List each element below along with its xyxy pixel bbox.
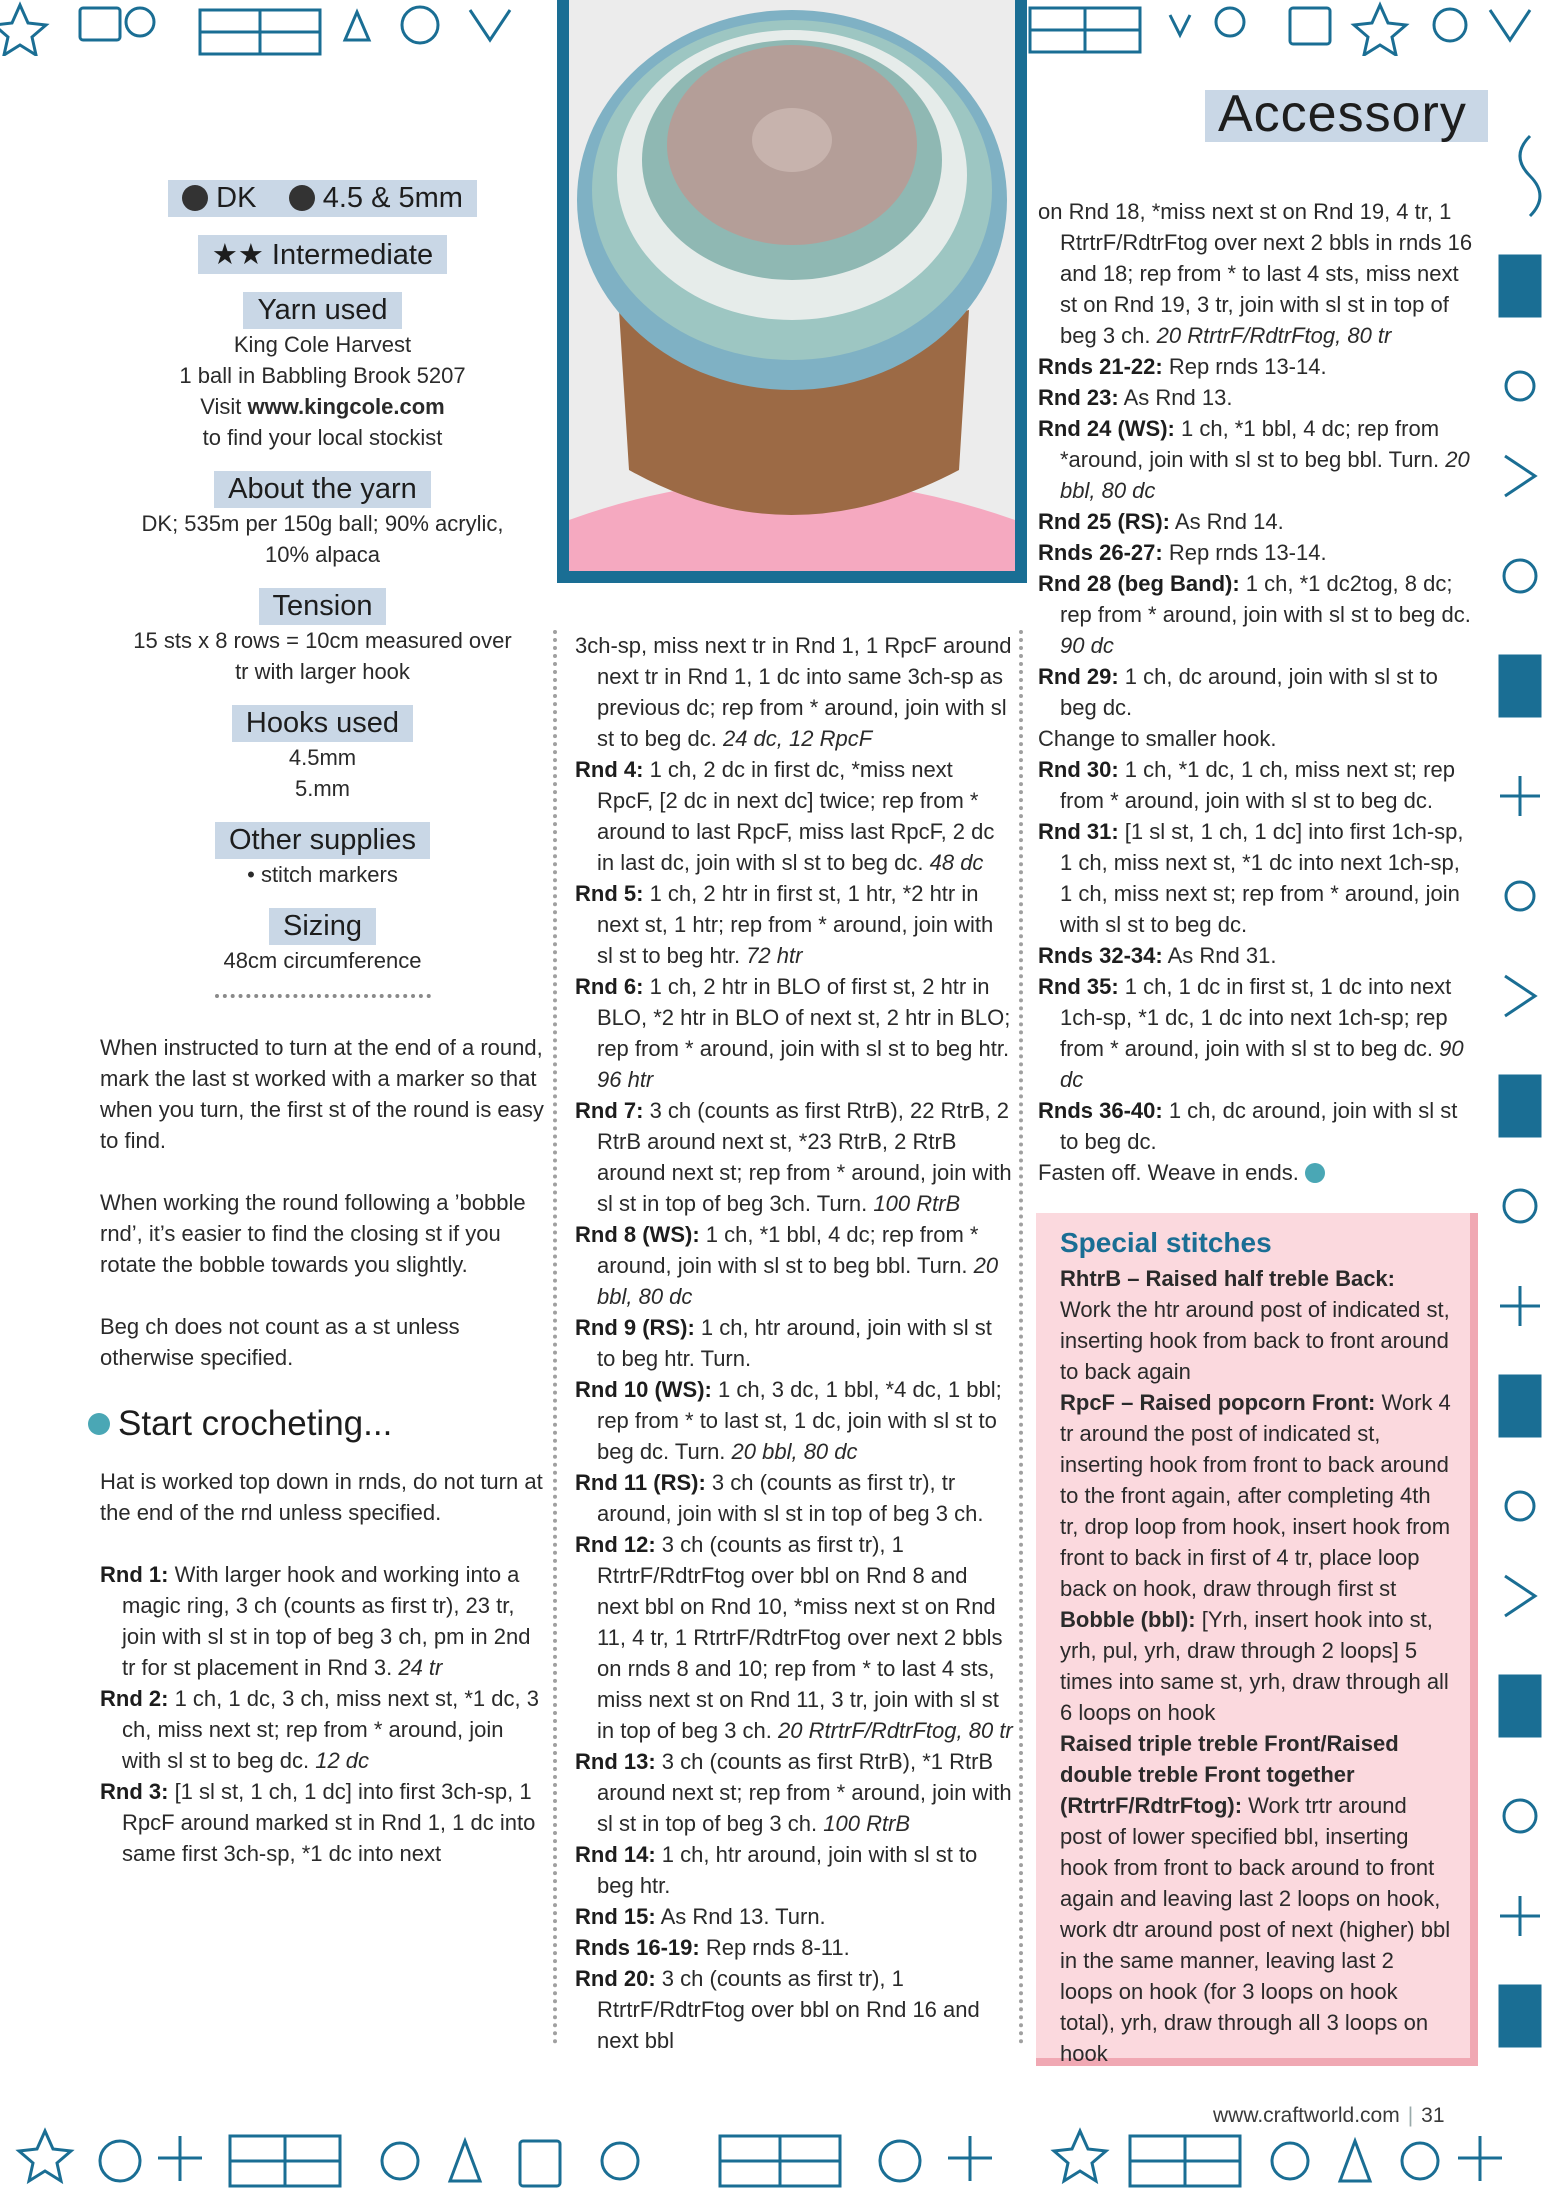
round-instruction: Rnd 10 (WS): 1 ch, 3 dc, 1 bbl, *4 dc, 1 bbl; rep from * to last st, 1 dc, join with sl st to beg dc. Turn. 20 bbl, 80 dc bbox=[575, 1377, 1002, 1464]
round-instruction: Rnd 30: 1 ch, *1 dc, 1 ch, miss next st; rep from * around, join with sl st to beg dc. bbox=[1038, 757, 1455, 813]
round-instruction: Rnd 12: 3 ch (counts as first tr), 1 RtrtrF/RdtrFtog over bbl on Rnd 8 and next bbl on Rnd 10, *miss next st on Rnd 11, 4 tr, 1 RtrtrF/RdtrFtog over next 2 bbls on rnds 8 and 10; rep from * to last 4 sts, miss next st on Rnd 11, 3 tr, join with sl st in top of beg 3 ch. 20 RtrtrF/RdtrFtog, 80 tr bbox=[575, 1532, 1013, 1743]
round-instruction: Rnds 36-40: 1 ch, dc around, join with sl st to beg dc. bbox=[1038, 1098, 1458, 1154]
visit-prefix: Visit bbox=[200, 394, 248, 419]
about-yarn-line1: DK; 535m per 150g ball; 90% acrylic, bbox=[141, 511, 504, 536]
yarn-name: King Cole Harvest bbox=[233, 332, 412, 357]
special-stitches-heading: Special stitches bbox=[1060, 1227, 1272, 1258]
special-stitch: RpcF – Raised popcorn Front: Work 4 tr around the post of indicated st, inserting hook from front to back around to the front again, after completing 4th tr, drop loop from hook, insert hook from front to back in first of 4 tr, place loop back on hook, draw through first st bbox=[1060, 1390, 1451, 1601]
rnd-1: Rnd 1: With larger hook and working into a magic ring, 3 ch (counts as first tr), 23 tr, join with sl st in top of beg 3 ch, pm in 2nd tr for st placement in Rnd 3. 24 tr bbox=[100, 1562, 531, 1680]
footer-separator: | bbox=[1407, 2104, 1414, 2127]
fasten-off: Fasten off. Weave in ends. bbox=[1038, 1157, 1478, 1188]
round-instruction: Rnd 14: 1 ch, htr around, join with sl st to beg htr. bbox=[575, 1842, 978, 1898]
special-stitch: Raised triple treble Front/Raised double treble Front together (RtrtrF/RdtrFtog): Work trtr around post of lower specified bbl, inserting hook from front to back around to front again and leaving last 2 loops on hook, work dtr around post of next (higher) bbl in the same manner, leaving last 2 loops on hook (for 3 loops on hook total), yrh, draw through all 3 loops on hook bbox=[1060, 1731, 1451, 2066]
hat-photo bbox=[569, 0, 1015, 571]
yarn-visit bbox=[100, 391, 545, 422]
round-instruction: 3ch-sp, miss next tr in Rnd 1, 1 RpcF around next tr in Rnd 1, 1 dc into same 3ch-sp as previous dc; rep from * around, join with sl st to beg dc. 24 dc, 12 RpcF bbox=[575, 633, 1012, 751]
round-instruction: Change to smaller hook. bbox=[1038, 726, 1277, 751]
round-instruction: Rnd 23: As Rnd 13. bbox=[1038, 385, 1233, 410]
hook-size-2: 5.mm bbox=[295, 776, 350, 801]
tension-heading: Tension bbox=[259, 588, 387, 625]
about-yarn-heading: About the yarn bbox=[214, 471, 431, 508]
page-footer bbox=[1213, 2104, 1445, 2128]
yarn-weight: DK bbox=[216, 182, 257, 214]
about-yarn-line2: 10% alpaca bbox=[265, 542, 380, 567]
start-heading bbox=[88, 1404, 545, 1444]
hooks-heading: Hooks used bbox=[232, 705, 413, 742]
round-instruction: on Rnd 18, *miss next st on Rnd 19, 4 tr, 1 RtrtrF/RdtrFtog over next 2 bbls in rnds 16 and 18; rep from * to last 4 sts, miss next st on Rnd 19, 3 tr, join with sl st in top of beg 3 ch. 20 RtrtrF/RdtrFtog, 80 tr bbox=[1038, 199, 1473, 348]
sizing-heading: Sizing bbox=[269, 908, 376, 945]
sizing-line1: 48cm circumference bbox=[223, 948, 422, 973]
festive-border-right bbox=[1490, 56, 1550, 2126]
rnd-3: Rnd 3: [1 sl st, 1 ch, 1 dc] into first 3ch-sp, 1 RpcF around marked st in Rnd 1, 1 dc into same first 3ch-sp, *1 dc into next bbox=[100, 1779, 536, 1866]
round-instruction: Rnd 6: 1 ch, 2 htr in BLO of first st, 2 htr in BLO, *2 htr in BLO of next st, 2 htr in BLO; rep from * around, join with sl st to beg htr. 96 htr bbox=[575, 974, 1011, 1092]
round-instruction: Rnds 32-34: As Rnd 31. bbox=[1038, 943, 1277, 968]
intro-text: Hat is worked top down in rnds, do not turn at the end of the rnd unless specified. bbox=[100, 1469, 543, 1525]
start-heading-text: Start crocheting... bbox=[118, 1404, 393, 1443]
turn-note: When instructed to turn at the end of a round, mark the last st worked with a marker so that when you turn, the first st of the round is easy to find. bbox=[100, 1035, 544, 1153]
middle-column bbox=[553, 630, 1023, 2053]
round-instruction: Rnds 16-19: Rep rnds 8-11. bbox=[575, 1935, 850, 1960]
round-instruction: Rnd 15: As Rnd 13. Turn. bbox=[575, 1904, 826, 1929]
right-column bbox=[1038, 196, 1478, 1188]
round-instruction: Rnd 29: 1 ch, dc around, join with sl st to beg dc. bbox=[1038, 664, 1438, 720]
round-instruction: Rnd 28 (beg Band): 1 ch, *1 dc2tog, 8 dc; rep from * around, join with sl st to beg dc. 90 dc bbox=[1038, 571, 1471, 658]
yarn-ball-icon bbox=[88, 1413, 110, 1435]
round-instruction: Rnd 8 (WS): 1 ch, *1 bbl, 4 dc; rep from * around, join with sl st to beg bbl. Turn. 20 bbl, 80 dc bbox=[575, 1222, 999, 1309]
round-instruction: Rnd 5: 1 ch, 2 htr in first st, 1 htr, *2 htr in next st, 1 htr; rep from * around, join with sl st to beg htr. 72 htr bbox=[575, 881, 994, 968]
round-instruction: Rnd 20: 3 ch (counts as first tr), 1 RtrtrF/RdtrFtog over bbl on Rnd 16 and next bbl bbox=[575, 1966, 980, 2053]
yarn-ball-icon bbox=[182, 185, 208, 211]
yarn-used-heading: Yarn used bbox=[243, 292, 401, 329]
round-instruction: Rnds 21-22: Rep rnds 13-14. bbox=[1038, 354, 1327, 379]
skill-level: ★★ Intermediate bbox=[198, 235, 447, 274]
round-instruction: Rnd 4: 1 ch, 2 dc in first dc, *miss next RpcF, [2 dc in next dc] twice; rep from * around to last RpcF, miss last RpcF, 2 dc in last dc, join with sl st to beg dc. 48 dc bbox=[575, 757, 995, 875]
hook-icon bbox=[289, 185, 315, 211]
round-instruction: Rnd 11 (RS): 3 ch (counts as first tr), tr around, join with sl st in top of beg 3 ch. bbox=[575, 1470, 984, 1526]
page-number: 31 bbox=[1421, 2104, 1445, 2127]
round-instruction: Rnd 25 (RS): As Rnd 14. bbox=[1038, 509, 1284, 534]
stockist-link[interactable]: www.kingcole.com bbox=[247, 394, 445, 419]
supplies-line1: • stitch markers bbox=[247, 862, 398, 887]
festive-border-bottom bbox=[0, 2126, 1550, 2191]
round-instruction: Rnd 31: [1 sl st, 1 ch, 1 dc] into first 1ch-sp, 1 ch, miss next st, *1 dc into next 1ch-sp, 1 ch, miss next st; rep from * around, join with sl st to beg dc. bbox=[1038, 819, 1464, 937]
round-instruction: Rnd 24 (WS): 1 ch, *1 bbl, 4 dc; rep from *around, join with sl st to beg bbl. Turn. 20 bbl, 80 dc bbox=[1038, 416, 1470, 503]
left-column bbox=[100, 180, 545, 1869]
beg-ch-note: Beg ch does not count as a st unless otherwise specified. bbox=[100, 1314, 460, 1370]
hook-size-1: 4.5mm bbox=[288, 745, 357, 770]
rnd-2: Rnd 2: 1 ch, 1 dc, 3 ch, miss next st, *1 dc, 3 ch, miss next st; rep from * around, join with sl st to beg dc. 12 dc bbox=[100, 1686, 539, 1773]
tension-line2: tr with larger hook bbox=[235, 659, 410, 684]
round-instruction: Rnd 7: 3 ch (counts as first RtrB), 22 RtrB, 2 RtrB around next st, *23 RtrB, 2 RtrB around next st; rep from * around, join with sl st in top of beg 3ch. Turn. 100 RtrB bbox=[575, 1098, 1012, 1216]
round-instruction: Rnd 9 (RS): 1 ch, htr around, join with sl st to beg htr. Turn. bbox=[575, 1315, 992, 1371]
yarn-color: 1 ball in Babbling Brook 5207 bbox=[179, 363, 466, 388]
yarn-weight-hook-box bbox=[168, 180, 477, 217]
round-instruction: Rnd 35: 1 ch, 1 dc in first st, 1 dc into next 1ch-sp, *1 dc, 1 dc into next 1ch-sp; rep from * around, join with sl st to beg dc. 90 dc bbox=[1038, 974, 1464, 1092]
bobble-note: When working the round following a ’bobble rnd’, it’s easier to find the closing st if you rotate the bobble towards you slightly. bbox=[100, 1190, 526, 1277]
special-stitch: RhtrB – Raised half treble Back: Work the htr around post of indicated st, inserting hook from back to front around to back again bbox=[1060, 1266, 1450, 1384]
supplies-heading: Other supplies bbox=[215, 822, 430, 859]
stockist-note: to find your local stockist bbox=[202, 425, 443, 450]
yarn-ball-icon bbox=[1305, 1163, 1325, 1183]
section-title: Accessory bbox=[1218, 85, 1467, 143]
round-instruction: Rnds 26-27: Rep rnds 13-14. bbox=[1038, 540, 1327, 565]
round-instruction: Rnd 13: 3 ch (counts as first RtrB), *1 RtrB around next st; rep from * around, join with sl st in top of beg 3 ch. 100 RtrB bbox=[575, 1749, 1012, 1836]
dotted-divider bbox=[215, 994, 431, 998]
hat-photo-frame bbox=[557, 0, 1027, 583]
tension-line1: 15 sts x 8 rows = 10cm measured over bbox=[133, 628, 512, 653]
special-stitch: Bobble (bbl): [Yrh, insert hook into st, yrh, pul, yrh, draw through 2 loops] 5 times into same st, yrh, draw through all 6 loops on hook bbox=[1060, 1607, 1449, 1725]
special-stitches-box bbox=[1036, 1213, 1478, 2066]
hook-size: 4.5 & 5mm bbox=[322, 182, 463, 214]
footer-url[interactable]: www.craftworld.com bbox=[1213, 2104, 1400, 2127]
